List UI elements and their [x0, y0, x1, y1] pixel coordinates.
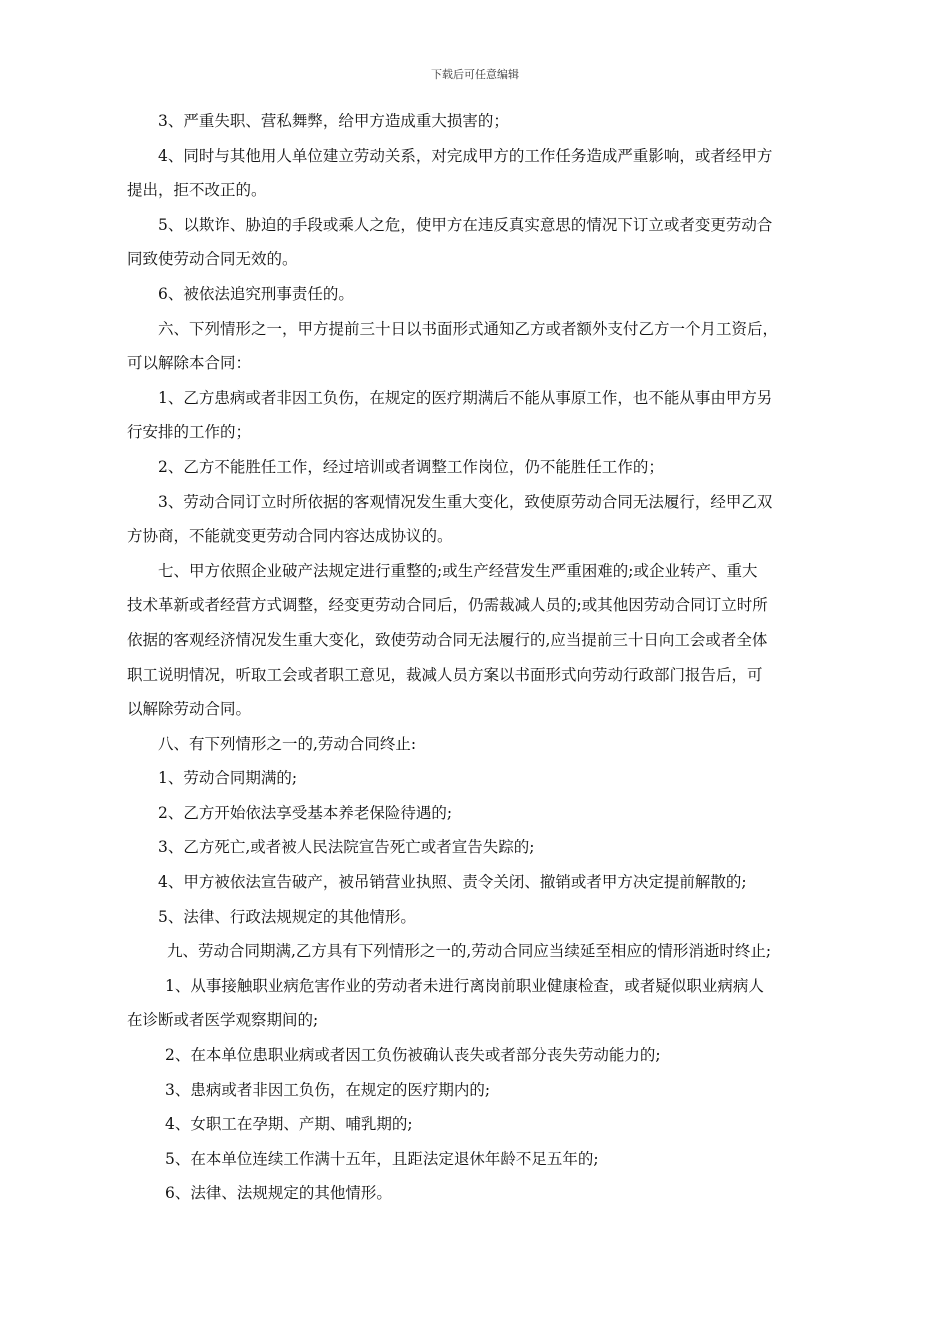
- clause-line: 依据的客观经济情况发生重大变化，致使劳动合同无法履行的,应当提前三十日向工会或者全体: [127, 630, 768, 649]
- clause-line: 1、乙方患病或者非因工负伤，在规定的医疗期满后不能从事原工作，也不能从事由甲方另: [158, 388, 773, 407]
- clause-line: 6、法律、法规规定的其他情形。: [165, 1184, 392, 1203]
- clause-line: 4、同时与其他用人单位建立劳动关系，对完成甲方的工作任务造成严重影响，或者经甲方: [158, 146, 773, 165]
- clause-line: 3、乙方死亡,或者被人民法院宣告死亡或者宣告失踪的;: [158, 838, 535, 857]
- clause-line: 同致使劳动合同无效的。: [127, 250, 298, 269]
- clause-line: 3、劳动合同订立时所依据的客观情况发生重大变化，致使原劳动合同无法履行，经甲乙双: [158, 492, 773, 511]
- section-heading-8: 八、有下列情形之一的,劳动合同终止:: [158, 734, 417, 753]
- clause-line: 5、法律、行政法规规定的其他情形。: [158, 907, 416, 926]
- section-heading-7: 七、甲方依照企业破产法规定进行重整的;或生产经营发生严重困难的;或企业转产、重大: [158, 561, 758, 580]
- clause-line: 5、在本单位连续工作满十五年，且距法定退休年龄不足五年的;: [165, 1149, 599, 1168]
- section-heading-6: 六、下列情形之一，甲方提前三十日以书面形式通知乙方或者额外支付乙方一个月工资后，: [158, 319, 779, 338]
- clause-line: 1、劳动合同期满的;: [158, 769, 298, 788]
- clause-line: 2、乙方开始依法享受基本养老保险待遇的;: [158, 803, 453, 822]
- clause-line: 5、以欺诈、胁迫的手段或乘人之危，使甲方在违反真实意思的情况下订立或者变更劳动合: [158, 215, 773, 234]
- clause-line: 技术革新或者经营方式调整，经变更劳动合同后，仍需裁减人员的;或其他因劳动合同订立时所: [127, 596, 768, 615]
- clause-line: 2、乙方不能胜任工作，经过培训或者调整工作岗位，仍不能胜任工作的；: [158, 457, 664, 476]
- clause-line: 2、在本单位患职业病或者因工负伤被确认丧失或者部分丧失劳动能力的;: [165, 1046, 661, 1065]
- clause-line: 可以解除本合同：: [127, 354, 252, 373]
- clause-line: 行安排的工作的；: [127, 423, 252, 442]
- clause-line: 在诊断或者医学观察期间的;: [127, 1011, 319, 1030]
- page-header-note: 下载后可任意编辑: [431, 68, 519, 81]
- clause-line: 职工说明情况，听取工会或者职工意见，裁减人员方案以书面形式向劳动行政部门报告后，可: [127, 665, 763, 684]
- contract-body: [127, 104, 832, 1211]
- clause-line: 4、女职工在孕期、产期、哺乳期的;: [165, 1115, 413, 1134]
- clause-line: 以解除劳动合同。: [127, 700, 252, 719]
- section-heading-9: 九、劳动合同期满,乙方具有下列情形之一的,劳动合同应当续延至相应的情形消逝时终止;: [167, 942, 772, 961]
- clause-line: 1、从事接触职业病危害作业的劳动者未进行离岗前职业健康检查，或者疑似职业病病人: [165, 976, 764, 995]
- clause-line: 提出，拒不改正的。: [127, 181, 267, 200]
- clause-line: 3、严重失职、营私舞弊，给甲方造成重大损害的；: [158, 112, 509, 130]
- clause-line: 6、被依法追究刑事责任的。: [158, 284, 354, 303]
- clause-line: 方协商，不能就变更劳动合同内容达成协议的。: [127, 527, 453, 546]
- clause-line: 4、甲方被依法宣告破产，被吊销营业执照、责令关闭、撤销或者甲方决定提前解散的;: [158, 873, 747, 892]
- clause-line: 3、患病或者非因工负伤，在规定的医疗期内的;: [165, 1080, 491, 1099]
